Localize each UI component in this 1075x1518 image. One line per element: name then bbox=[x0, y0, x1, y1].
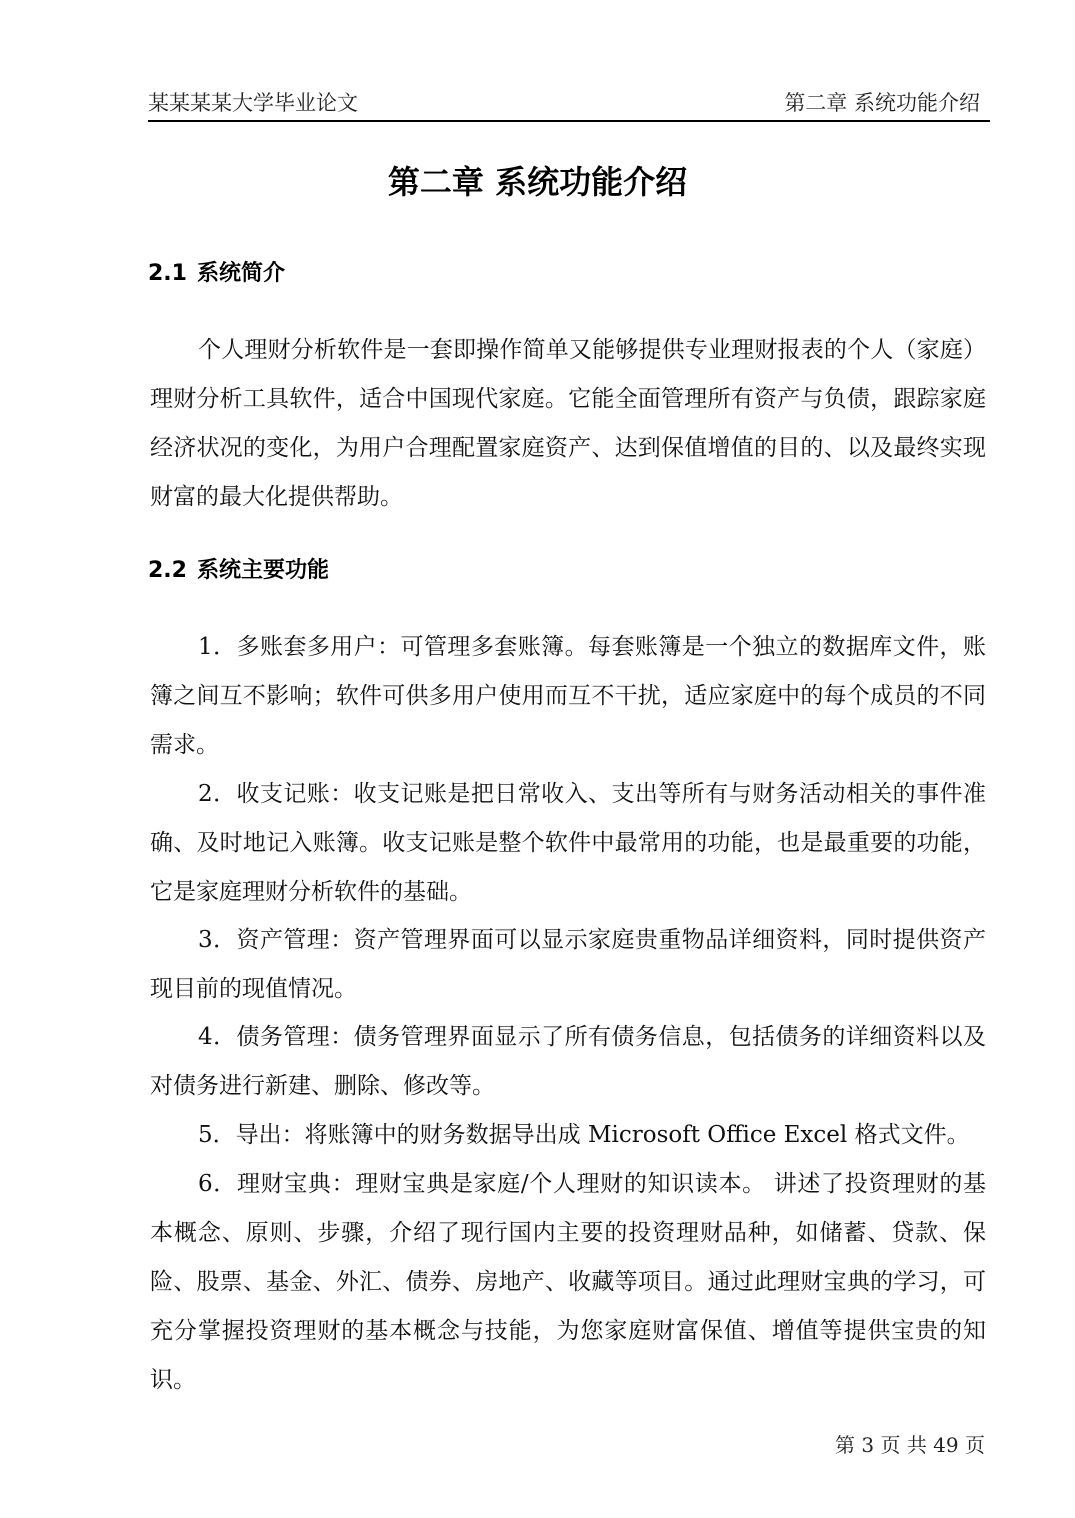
section-heading-2-1 bbox=[148, 258, 285, 290]
paragraph-feature-asset-management: 3．资产管理：资产管理界面可以显示家庭贵重物品详细资料，同时提供资产现目前的现值情况。 bbox=[150, 927, 986, 1002]
paragraph-feature-multi-account: 1．多账套多用户：可管理多套账簿。每套账簿是一个独立的数据库文件，账簿之间互不影响；软件可供多用户使用而互不干扰，适应家庭中的每个成员的不同需求。 bbox=[150, 634, 986, 758]
header-chapter-title: 第二章 系统功能介绍 bbox=[784, 91, 980, 115]
section-number: 2.2 bbox=[148, 558, 187, 583]
paragraph-system-intro: 个人理财分析软件是一套即操作简单又能够提供专业理财报表的个人（家庭）理财分析工具软件，适合中国现代家庭。它能全面管理所有资产与负债，跟踪家庭经济状况的变化，为用户合理配置家庭资产、达到保值增值的目的、以及最终实现财富的最大化提供帮助。 bbox=[150, 337, 986, 510]
paragraph-feature-finance-guide: 6．理财宝典：理财宝典是家庭/个人理财的知识读本。 讲述了投资理财的基本概念、原则、步骤，介绍了现行国内主要的投资理财品种，如储蓄、贷款、保险、股票、基金、外汇、债券、房地产、收藏等项目。通过此理财宝典的学习，可充分掌握投资理财的基本概念与技能，为您家庭财富保值、增值等提供宝贵的知识。 bbox=[150, 1171, 986, 1393]
header-thesis-title: 某某某某大学毕业论文 bbox=[148, 91, 358, 115]
page-header bbox=[148, 86, 990, 122]
paragraph-feature-export: 5．导出：将账簿中的财务数据导出成 Microsoft Office Excel 格式文件。 bbox=[198, 1122, 970, 1148]
section-title: 系统简介 bbox=[196, 261, 285, 286]
section-heading-2-2 bbox=[148, 555, 329, 587]
section-number: 2.1 bbox=[148, 261, 187, 286]
paragraph-feature-debt-management: 4．债务管理：债务管理界面显示了所有债务信息，包括债务的详细资料以及对债务进行新建、删除、修改等。 bbox=[150, 1024, 986, 1099]
chapter-title: 第二章 系统功能介绍 bbox=[387, 163, 688, 201]
section-title: 系统主要功能 bbox=[196, 558, 329, 583]
paragraph-feature-bookkeeping: 2．收支记账：收支记账是把日常收入、支出等所有与财务活动相关的事件准确、及时地记入账簿。收支记账是整个软件中最常用的功能，也是最重要的功能，它是家庭理财分析软件的基础。 bbox=[150, 781, 986, 905]
page-number: 第 3 页 共 49 页 bbox=[835, 1433, 985, 1457]
